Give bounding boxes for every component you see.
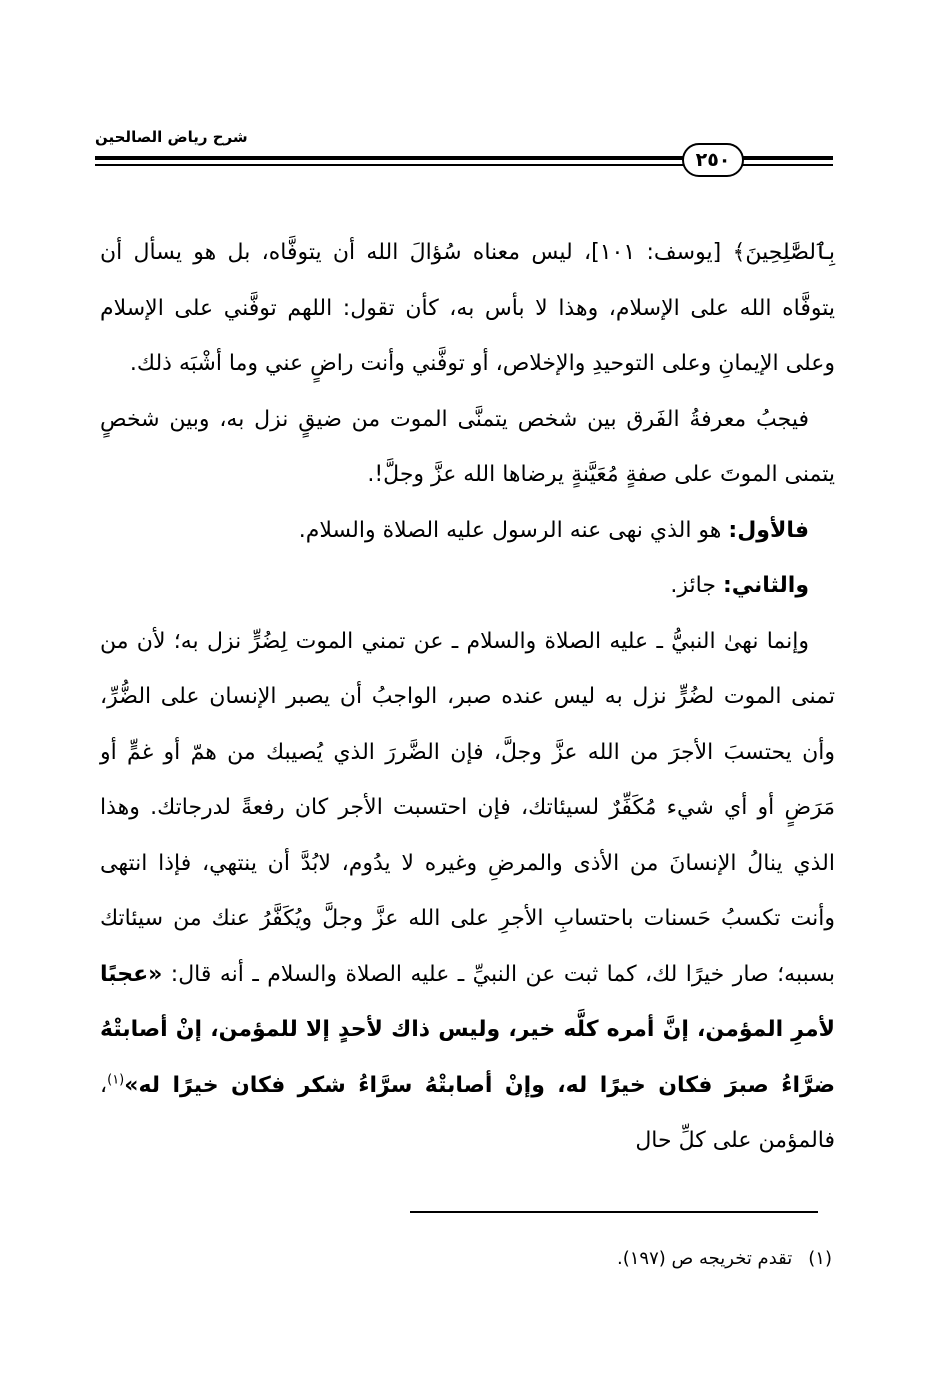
body-text <box>100 225 835 1169</box>
paragraph-5-end: ، فالمؤمن على كلِّ حال <box>100 1072 835 1153</box>
running-title: شرح رياض الصالحين <box>95 128 248 146</box>
paragraph-4 <box>100 558 835 614</box>
paragraph-5 <box>100 614 835 1169</box>
footnote <box>480 1248 832 1269</box>
paragraph-1: بِٱلصَّٰلِحِينَ﴾ [يوسف: ١٠١]، ليس معناه سُؤالَ الله أن يتوفَّاه، بل هو يسأل أن يتوفَّاه الله على الإسلام، وهذا لا بأس به، كأن تقول: اللهم توفَّني على الإسلام وعلى الإيمانِ وعلى التوحيدِ والإخلاص، أو توفَّني وأنت راضٍ عني وما أشْبَه ذلك. <box>100 240 835 376</box>
footnote-reference[interactable]: (١) <box>107 1072 125 1088</box>
first-label: فالأول: <box>728 517 809 543</box>
second-label: والثاني: <box>722 573 809 598</box>
first-text: هو الذي نهى عنه الرسول عليه الصلاة والسلام. <box>298 517 729 543</box>
footnote-separator <box>410 1211 818 1213</box>
second-text: جائز. <box>670 573 723 598</box>
footnote-number: (١) <box>808 1248 832 1269</box>
paragraph-3 <box>100 503 835 559</box>
hadith-quote: «عجبًا لأمرِ المؤمن، إنَّ أمره كلَّه خير، وليس ذاك لأحدٍ إلا للمؤمن، إنْ أصابتْهُ ضرَّاءُ صبرَ فكان خيرًا له، وإنْ أصابتْهُ سرَّاءُ شكر فكان خيرًا له» <box>100 961 835 1098</box>
paragraph-5-text: وإنما نهىٰ النبيُّ ـ عليه الصلاة والسلام ـ عن تمني الموت لِضُرٍّ نزل به؛ لأن من تمنى الموت لضُرٍّ نزل به ليس عنده صبر، الواجبُ أن يصبر الإنسان على الضُّرِّ، وأن يحتسبَ الأجرَ من الله عزَّ وجلَّ، فإن الضَّررَ الذي يُصيبك من همّ أو غمٍّ أو مَرَضٍ أو أي شيء مُكَفِّرٌ لسيئاتك، فإن احتسبت الأجر كان رفعةً لدرجاتك. وهذا الذي ينالُ الإنسانَ من الأذى والمرضِ وغيره لا يدُوم، لابُدَّ أن ينتهي، فإذا انتهى وأنت تكسبُ حَسنات باحتسابِ الأجرِ على الله عزَّ وجلَّ ويُكَفَّرُ عنك من سيئاتك بسببه؛ صار خيرًا لك، كما ثبت عن النبيِّ ـ عليه الصلاة والسلام ـ أنه قال: <box>100 628 835 987</box>
paragraph-2: فيجبُ معرفةُ الفَرق بين شخص يتمنَّى الموت من ضيقٍ نزل به، وبين شخصٍ يتمنى الموتَ على صفةٍ مُعَيَّنةٍ يرضاها الله عزَّ وجلَّ!. <box>100 406 835 487</box>
page-number: ٢٥٠ <box>682 143 744 177</box>
footnote-text: تقدم تخريجه ص (١٩٧). <box>617 1248 793 1269</box>
